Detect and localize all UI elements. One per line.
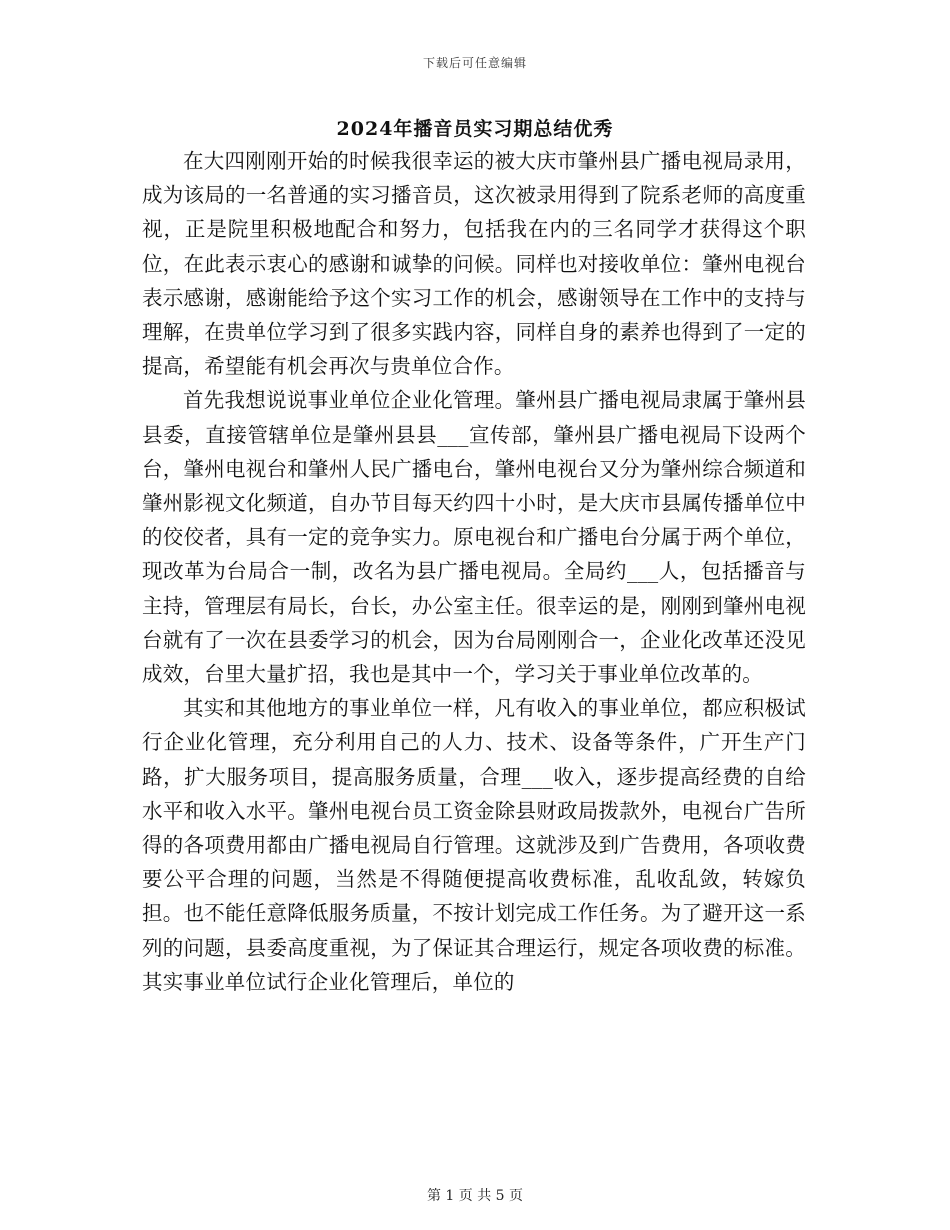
paragraph-2: 首先我想说说事业单位企业化管理。肇州县广播电视局隶属于肇州县县委，直接管辖单位是肇州县县___宣传部，肇州县广播电视局下设两个台，肇州电视台和肇州人民广播电台，肇州电视台又分为肇州综合频道和肇州影视文化频道，自办节目每天约四十小时，是大庆市县属传播单位中的佼佼者，具有一定的竞争实力。原电视台和广播电台分属于两个单位，现改革为台局合一制，改名为县广播电视局。全局约___人，包括播音与主持，管理层有局长，台长，办公室主任。很幸运的是，刚刚到肇州电视台就有了一次在县委学习的机会，因为台局刚刚合一，企业化改革还没见成效，台里大量扩招，我也是其中一个，学习关于事业单位改革的。 [142,388,806,687]
paragraph-3: 其实和其他地方的事业单位一样，凡有收入的事业单位，都应积极试行企业化管理，充分利用自己的人力、技术、设备等条件，广开生产门路，扩大服务项目，提高服务质量，合理___收入，逐步提高经费的自给水平和收入水平。肇州电视台员工资金除县财政局拨款外，电视台广告所得的各项费用都由广播电视局自行管理。这就涉及到广告费用，各项收费要公平合理的问题，当然是不得随便提高收费标准，乱收乱敛，转嫁负担。也不能任意降低服务质量，不按计划完成工作任务。为了避开这一系列的问题，县委高度重视，为了保证其合理运行，规定各项收费的标准。其实事业单位试行企业化管理后，单位的 [142,696,806,994]
document-title: 2024年播音员实习期总结优秀 [336,118,614,140]
paragraph-1: 在大四刚刚开始的时候我很幸运的被大庆市肇州县广播电视局录用，成为该局的一名普通的实习播音员，这次被录用得到了院系老师的高度重视，正是院里积极地配合和努力，包括我在内的三名同学才获得这个职位，在此表示衷心的感谢和诚挚的问候。同样也对接收单位：肇州电视台表示感谢，感谢能给予这个实习工作的机会，感谢领导在工作中的支持与理解，在贵单位学习到了很多实践内容，同样自身的素养也得到了一定的提高，希望能有机会再次与贵单位合作。 [142,149,806,379]
document-body [142,144,806,999]
page-footer: 第 1 页 共 5 页 [426,1188,524,1204]
header-note: 下载后可任意编辑 [422,56,527,70]
